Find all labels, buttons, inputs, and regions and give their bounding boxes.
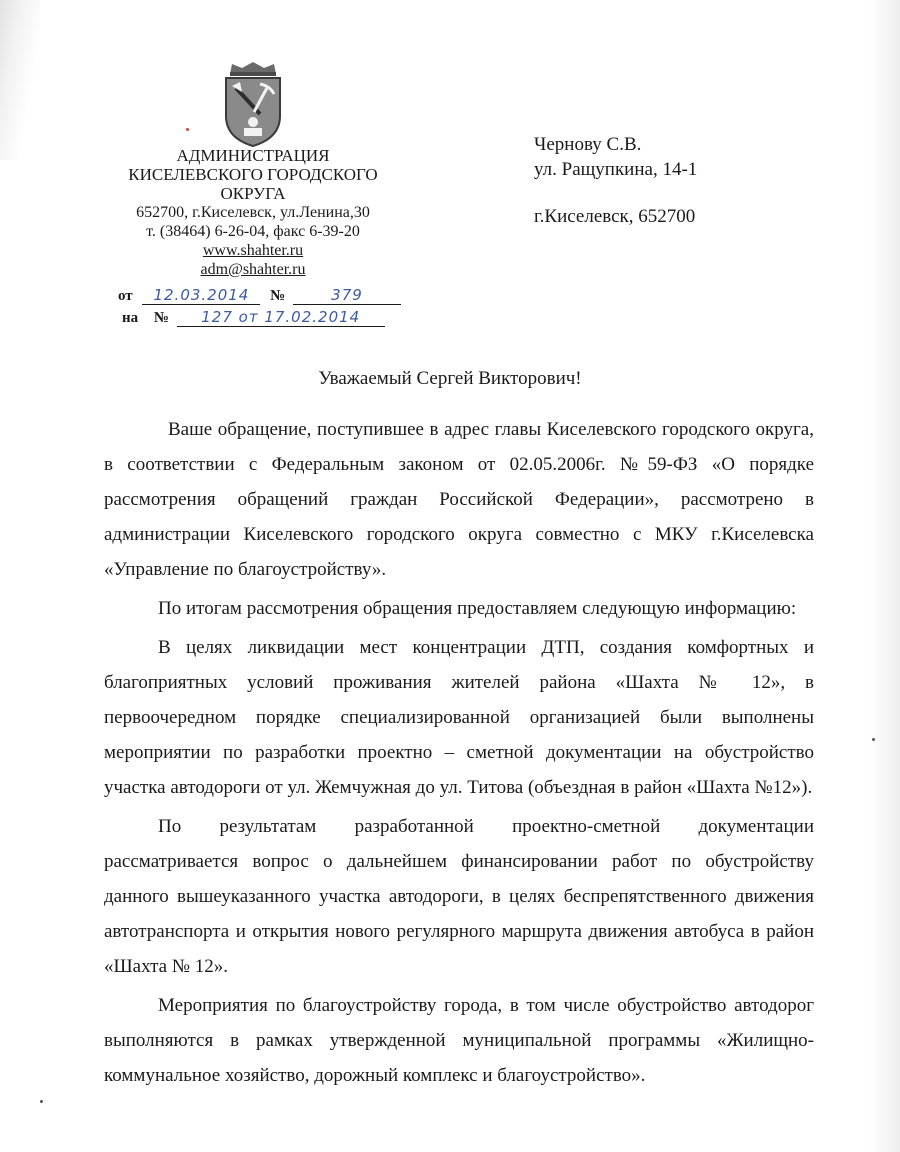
scan-shadow-right <box>870 0 900 1152</box>
from-label: от <box>118 288 133 304</box>
recipient-block <box>534 132 854 229</box>
paragraph: Ваше обращение, поступившее в адрес главы Киселевского городского округа, в соответствии с Федеральным законом от 02.05.2006г. №59-ФЗ «О порядке рассмотрения обращений граждан Российской Федерации», рассмотрено в администрации Киселевского городского округа совместно с МКУ г.Киселевска «Управление по благоустройству». <box>104 419 814 580</box>
recipient-name: Чернову С.В. <box>534 134 642 155</box>
sender-address: 652700, г.Киселевск, ул.Ленина,30 <box>136 204 370 221</box>
outgoing-ref-row <box>118 286 418 308</box>
sender-org-line1: АДМИНИСТРАЦИЯ <box>176 146 330 165</box>
scan-shadow-left <box>0 0 40 160</box>
paragraph: В целях ликвидации мест концентрации ДТП, создания комфортных и благоприятных условий проживания жителей района «Шахта № 12», в первоочередном порядке специализированной организацией были выполнены мероприятии по разработки проектно – сметной документации на обустройство участка автодороги от ул. Жемчужная до ул. Титова (объездная в район «Шахта №12»). <box>104 637 814 798</box>
scan-speck <box>872 738 875 741</box>
paragraph: По итогам рассмотрения обращения предоставляем следующую информацию: <box>158 598 797 619</box>
coat-of-arms-icon <box>220 58 286 148</box>
sender-phone: т. (38464) 6-26-04, факс 6-39-20 <box>146 223 360 240</box>
sender-block <box>100 146 406 279</box>
salutation: Уважаемый Сергей Викторович! <box>318 368 582 389</box>
recipient-street: ул. Ращупкина, 14-1 <box>534 159 698 180</box>
letter-body <box>104 412 814 1097</box>
outgoing-date: 12.03.2014 <box>142 286 260 305</box>
incoming-ref-row <box>118 308 418 330</box>
sender-email-link[interactable]: adm@shahter.ru <box>200 261 306 278</box>
recipient-city: г.Киселевск, 652700 <box>534 206 696 227</box>
scan-speck <box>40 1100 43 1103</box>
sender-website-link[interactable]: www.shahter.ru <box>202 242 304 259</box>
paragraph: По результатам разработанной проектно-сметной документации рассматривается вопрос о дальнейшем финансировании работ по обустройству данного вышеуказанного участка автодороги, в целях беспрепятственного движения автотранспорта и открытия нового регулярного маршрута движения автобуса в район «Шахта № 12». <box>104 816 814 977</box>
number-label: № <box>270 288 286 304</box>
sender-org-line3: ОКРУГА <box>220 184 286 203</box>
to-label: на <box>122 310 139 326</box>
paragraph: Мероприятия по благоустройству города, в том числе обустройство автодорог выполняются в рамках утвержденной муниципальной программы «Жилищно-коммунальное хозяйство, дорожный комплекс и благоустройство». <box>104 995 814 1086</box>
outgoing-number: 379 <box>293 286 401 305</box>
scan-speck <box>186 128 189 131</box>
reference-block <box>118 286 418 330</box>
to-number-label: № <box>153 310 169 326</box>
incoming-reference: 127 от 17.02.2014 <box>177 308 385 327</box>
sender-org-line2: КИСЕЛЕВСКОГО ГОРОДСКОГО <box>128 165 378 184</box>
